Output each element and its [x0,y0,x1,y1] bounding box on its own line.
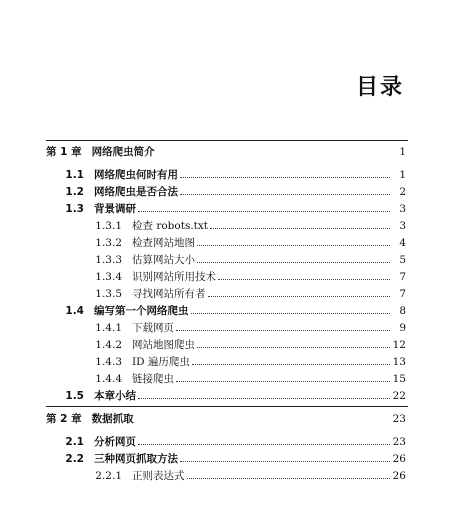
toc-subsection-entry[interactable] [46,218,406,233]
entry-number: 1.3 [65,203,84,215]
entry-label: 正则表达式 [132,470,185,482]
toc-subsection-entry[interactable] [46,354,406,369]
leader [218,278,390,280]
toc-section-entry[interactable] [46,201,406,216]
toc-section-entry[interactable] [46,167,406,182]
entry-number: 1.4.2 [95,339,122,351]
leader [176,329,390,331]
entry-label: ID 遍历爬虫 [132,356,190,368]
entry-label: 下载网页 [132,322,174,334]
entry-page: 7 [399,271,406,283]
entry-page: 2 [399,186,406,198]
leader [192,363,390,365]
leader [157,154,390,155]
entry-page: 13 [392,356,406,368]
entry-page: 1 [399,146,406,158]
entry-page: 3 [399,220,406,232]
leader [208,295,391,297]
toc-chapter-entry[interactable] [46,411,406,426]
entry-label: 网络爬虫是否合法 [94,186,178,198]
entry-page: 22 [392,390,406,402]
toc-subsection-entry[interactable] [46,252,406,267]
entry-page: 4 [399,237,406,249]
chapter-rule [46,140,408,141]
leader [191,312,391,314]
entry-label: 编写第一个网络爬虫 [94,305,189,317]
leader [180,460,390,462]
leader [210,227,390,229]
entry-label: 三种网页抓取方法 [94,453,178,465]
leader [197,346,390,348]
page-title: 目录 [355,75,404,100]
entry-number: 1.3.4 [95,271,122,283]
entry-number: 1.4 [65,305,84,317]
entry-page: 1 [399,169,406,181]
entry-number: 1.3.3 [95,254,122,266]
toc-section-entry[interactable] [46,388,406,403]
entry-label: 网站地图爬虫 [132,339,195,351]
entry-label: 网络爬虫简介 [91,146,155,158]
toc-chapter-entry[interactable] [46,144,406,159]
entry-number: 2.2 [65,453,84,465]
toc-section-entry[interactable] [46,184,406,199]
leader [138,397,390,399]
toc-subsection-entry[interactable] [46,371,406,386]
entry-page: 9 [399,322,406,334]
toc-subsection-entry[interactable] [46,269,406,284]
toc-section-entry[interactable] [46,303,406,318]
toc-subsection-entry[interactable] [46,468,406,483]
entry-page: 15 [392,373,406,385]
chapter-rule [46,406,408,407]
entry-number: 1.1 [65,169,84,181]
entry-label: 检查 robots.txt [132,220,209,232]
entry-label: 网络爬虫何时有用 [94,169,178,181]
entry-page: 23 [392,413,406,425]
entry-page: 8 [399,305,406,317]
entry-page: 12 [392,339,406,351]
toc-subsection-entry[interactable] [46,320,406,335]
entry-page: 3 [399,203,406,215]
entry-number: 1.3.2 [95,237,122,249]
entry-number: 1.3.5 [95,288,122,300]
entry-page: 7 [399,288,406,300]
leader [138,443,390,445]
entry-label: 数据抓取 [91,413,134,425]
entry-page: 26 [392,453,406,465]
entry-number: 2.2.1 [95,470,122,482]
entry-page: 26 [392,470,406,482]
toc-section-entry[interactable] [46,434,406,449]
toc-section-entry[interactable] [46,451,406,466]
entry-page: 23 [392,436,406,448]
entry-label: 本章小结 [94,390,136,402]
leader [187,477,391,479]
leader [197,244,390,246]
leader [136,421,390,422]
entry-number: 1.4.3 [95,356,122,368]
entry-number: 1.4.4 [95,373,122,385]
entry-label: 识别网站所用技术 [132,271,216,283]
leader [176,380,390,382]
entry-label: 链接爬虫 [132,373,174,385]
entry-number: 1.3.1 [95,220,122,232]
entry-page: 5 [399,254,406,266]
entry-number: 第 1 章 [46,146,82,158]
entry-number: 第 2 章 [46,413,82,425]
leader [138,210,390,212]
leader [197,261,390,263]
entry-number: 1.4.1 [95,322,122,334]
entry-label: 背景调研 [94,203,136,215]
toc-subsection-entry[interactable] [46,337,406,352]
leader [180,193,390,195]
toc-subsection-entry[interactable] [46,235,406,250]
entry-number: 2.1 [65,436,84,448]
entry-label: 检查网站地图 [132,237,195,249]
toc-subsection-entry[interactable] [46,286,406,301]
entry-label: 估算网站大小 [132,254,195,266]
entry-number: 1.5 [65,390,84,402]
entry-number: 1.2 [65,186,84,198]
entry-label: 寻找网站所有者 [132,288,206,300]
entry-label: 分析网页 [94,436,136,448]
leader [180,176,390,178]
